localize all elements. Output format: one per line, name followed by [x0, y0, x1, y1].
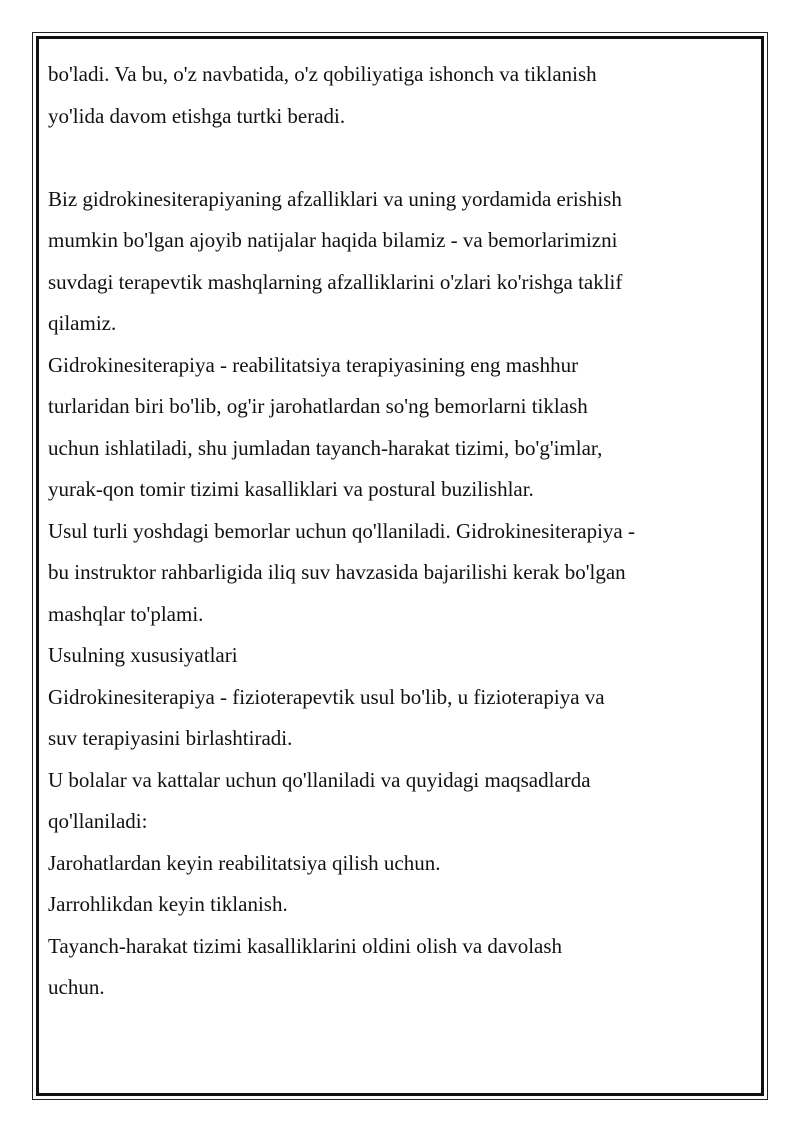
- section-heading: Usulning xususiyatlari: [48, 643, 238, 667]
- text-line: yo'lida davom etishga turtki beradi.: [48, 103, 346, 128]
- text-line: yurak-qon tomir tizimi kasalliklari va postural buzilishlar.: [48, 477, 534, 501]
- text-line: mumkin bo'lgan ajoyib natijalar haqida bilamiz - va bemorlarimizni: [48, 228, 618, 252]
- text-line: suvdagi terapevtik mashqlarning afzalliklarini o'zlari ko'rishga taklif: [48, 269, 623, 294]
- text-line: uchun ishlatiladi, shu jumladan tayanch-harakat tizimi, bo'g'imlar,: [48, 435, 603, 460]
- text-line: qilamiz.: [48, 311, 117, 335]
- text-line: Biz gidrokinesiterapiyaning afzalliklari va uning yordamida erishish: [48, 186, 622, 211]
- list-item-continuation: uchun.: [48, 975, 105, 999]
- text-line: bo'ladi. Va bu, o'z navbatida, o'z qobiliyatiga ishonch va tiklanish: [48, 62, 597, 86]
- list-item: Jarohatlardan keyin reabilitatsiya qilish uchun.: [48, 850, 441, 875]
- text-line: Usul turli yoshdagi bemorlar uchun qo'llaniladi. Gidrokinesiterapiya -: [48, 518, 635, 543]
- text-line: bu instruktor rahbarligida iliq suv havzasida bajarilishi kerak bo'lgan: [48, 560, 626, 584]
- text-line: Gidrokinesiterapiya - reabilitatsiya terapiyasining eng mashhur: [48, 352, 579, 377]
- list-item: Tayanch-harakat tizimi kasalliklarini oldini olish va davolash: [48, 933, 563, 958]
- document-body: [48, 54, 738, 1009]
- text-line: U bolalar va kattalar uchun qo'llaniladi va quyidagi maqsadlarda: [48, 767, 591, 792]
- blank-line: [48, 137, 738, 179]
- text-line: mashqlar to'plami.: [48, 601, 204, 626]
- text-line: turlaridan biri bo'lib, og'ir jarohatlardan so'ng bemorlarni tiklash: [48, 394, 588, 418]
- list-item: Jarrohlikdan keyin tiklanish.: [48, 892, 288, 916]
- text-line: qo'llaniladi:: [48, 809, 148, 833]
- text-line: suv terapiyasini birlashtiradi.: [48, 726, 293, 750]
- text-line: Gidrokinesiterapiya - fizioterapevtik usul bo'lib, u fizioterapiya va: [48, 684, 605, 709]
